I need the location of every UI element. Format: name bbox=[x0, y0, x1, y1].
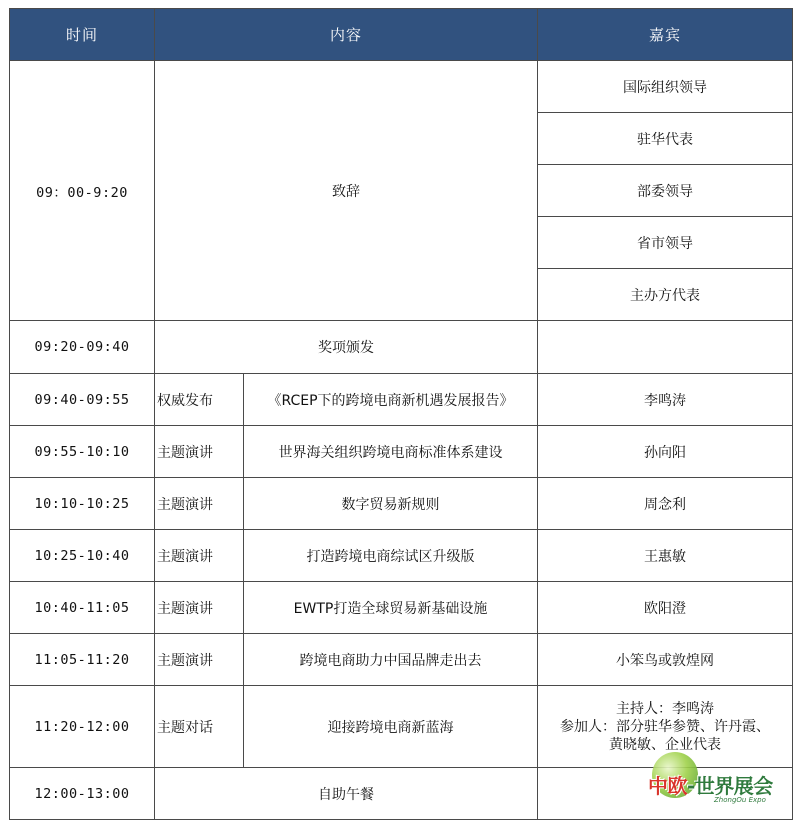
session-title: 《RCEP下的跨境电商新机遇发展报告》 bbox=[244, 374, 538, 426]
opening-guest: 省市领导 bbox=[538, 217, 793, 269]
award-time: 09:20-09:40 bbox=[10, 321, 155, 374]
opening-time: 09：00-9:20 bbox=[10, 61, 155, 321]
award-guest bbox=[538, 321, 793, 374]
lunch-time: 12:00-13:00 bbox=[10, 768, 155, 820]
session-title: 打造跨境电商综试区升级版 bbox=[244, 530, 538, 582]
table-row bbox=[10, 634, 793, 686]
session-guest: 小笨鸟或敦煌网 bbox=[538, 634, 793, 686]
header-content: 内容 bbox=[155, 9, 538, 61]
dialogue-category: 主题对话 bbox=[155, 686, 244, 768]
award-content: 奖项颁发 bbox=[155, 321, 538, 374]
watermark-title-left: 中欧 bbox=[648, 774, 687, 798]
opening-guest: 国际组织领导 bbox=[538, 61, 793, 113]
dialogue-host: 主持人：李鸣涛 bbox=[616, 700, 715, 717]
session-category: 主题演讲 bbox=[155, 582, 244, 634]
opening-content: 致辞 bbox=[155, 61, 538, 321]
table-row bbox=[10, 321, 793, 374]
watermark-subtitle: ZhongOu Expo bbox=[714, 796, 766, 804]
session-time: 10:25-10:40 bbox=[10, 530, 155, 582]
session-category: 权威发布 bbox=[155, 374, 244, 426]
session-time: 10:10-10:25 bbox=[10, 478, 155, 530]
session-guest: 李鸣涛 bbox=[538, 374, 793, 426]
agenda-table bbox=[9, 8, 793, 820]
header-time: 时间 bbox=[10, 9, 155, 61]
opening-guest: 部委领导 bbox=[538, 165, 793, 217]
table-row bbox=[10, 478, 793, 530]
session-time: 11:05-11:20 bbox=[10, 634, 155, 686]
expo-watermark-logo bbox=[642, 750, 792, 820]
table-row bbox=[10, 426, 793, 478]
session-guest: 周念利 bbox=[538, 478, 793, 530]
session-category: 主题演讲 bbox=[155, 634, 244, 686]
table-row bbox=[10, 582, 793, 634]
agenda-container bbox=[9, 8, 793, 820]
watermark-title bbox=[648, 770, 773, 799]
session-time: 09:40-09:55 bbox=[10, 374, 155, 426]
session-time: 10:40-11:05 bbox=[10, 582, 155, 634]
session-title: EWTP打造全球贸易新基础设施 bbox=[244, 582, 538, 634]
session-category: 主题演讲 bbox=[155, 530, 244, 582]
watermark-title-right: -世界展会 bbox=[687, 774, 773, 798]
dialogue-participants: 参加人：部分驻华参赞、许丹霞、 bbox=[560, 718, 771, 735]
dialogue-time: 11:20-12:00 bbox=[10, 686, 155, 768]
session-category: 主题演讲 bbox=[155, 426, 244, 478]
header-row bbox=[10, 9, 793, 61]
dialogue-title: 迎接跨境电商新蓝海 bbox=[244, 686, 538, 768]
opening-guest: 主办方代表 bbox=[538, 269, 793, 321]
session-guest: 王惠敏 bbox=[538, 530, 793, 582]
session-title: 数字贸易新规则 bbox=[244, 478, 538, 530]
session-guest: 孙向阳 bbox=[538, 426, 793, 478]
lunch-content: 自助午餐 bbox=[155, 768, 538, 820]
header-guest: 嘉宾 bbox=[538, 9, 793, 61]
table-row bbox=[10, 374, 793, 426]
session-category: 主题演讲 bbox=[155, 478, 244, 530]
dialogue-participants-cont: 黄晓敏、企业代表 bbox=[609, 736, 722, 753]
session-time: 09:55-10:10 bbox=[10, 426, 155, 478]
table-row bbox=[10, 61, 793, 113]
opening-guest: 驻华代表 bbox=[538, 113, 793, 165]
session-guest: 欧阳澄 bbox=[538, 582, 793, 634]
session-title: 跨境电商助力中国品牌走出去 bbox=[244, 634, 538, 686]
table-row bbox=[10, 530, 793, 582]
session-title: 世界海关组织跨境电商标准体系建设 bbox=[244, 426, 538, 478]
